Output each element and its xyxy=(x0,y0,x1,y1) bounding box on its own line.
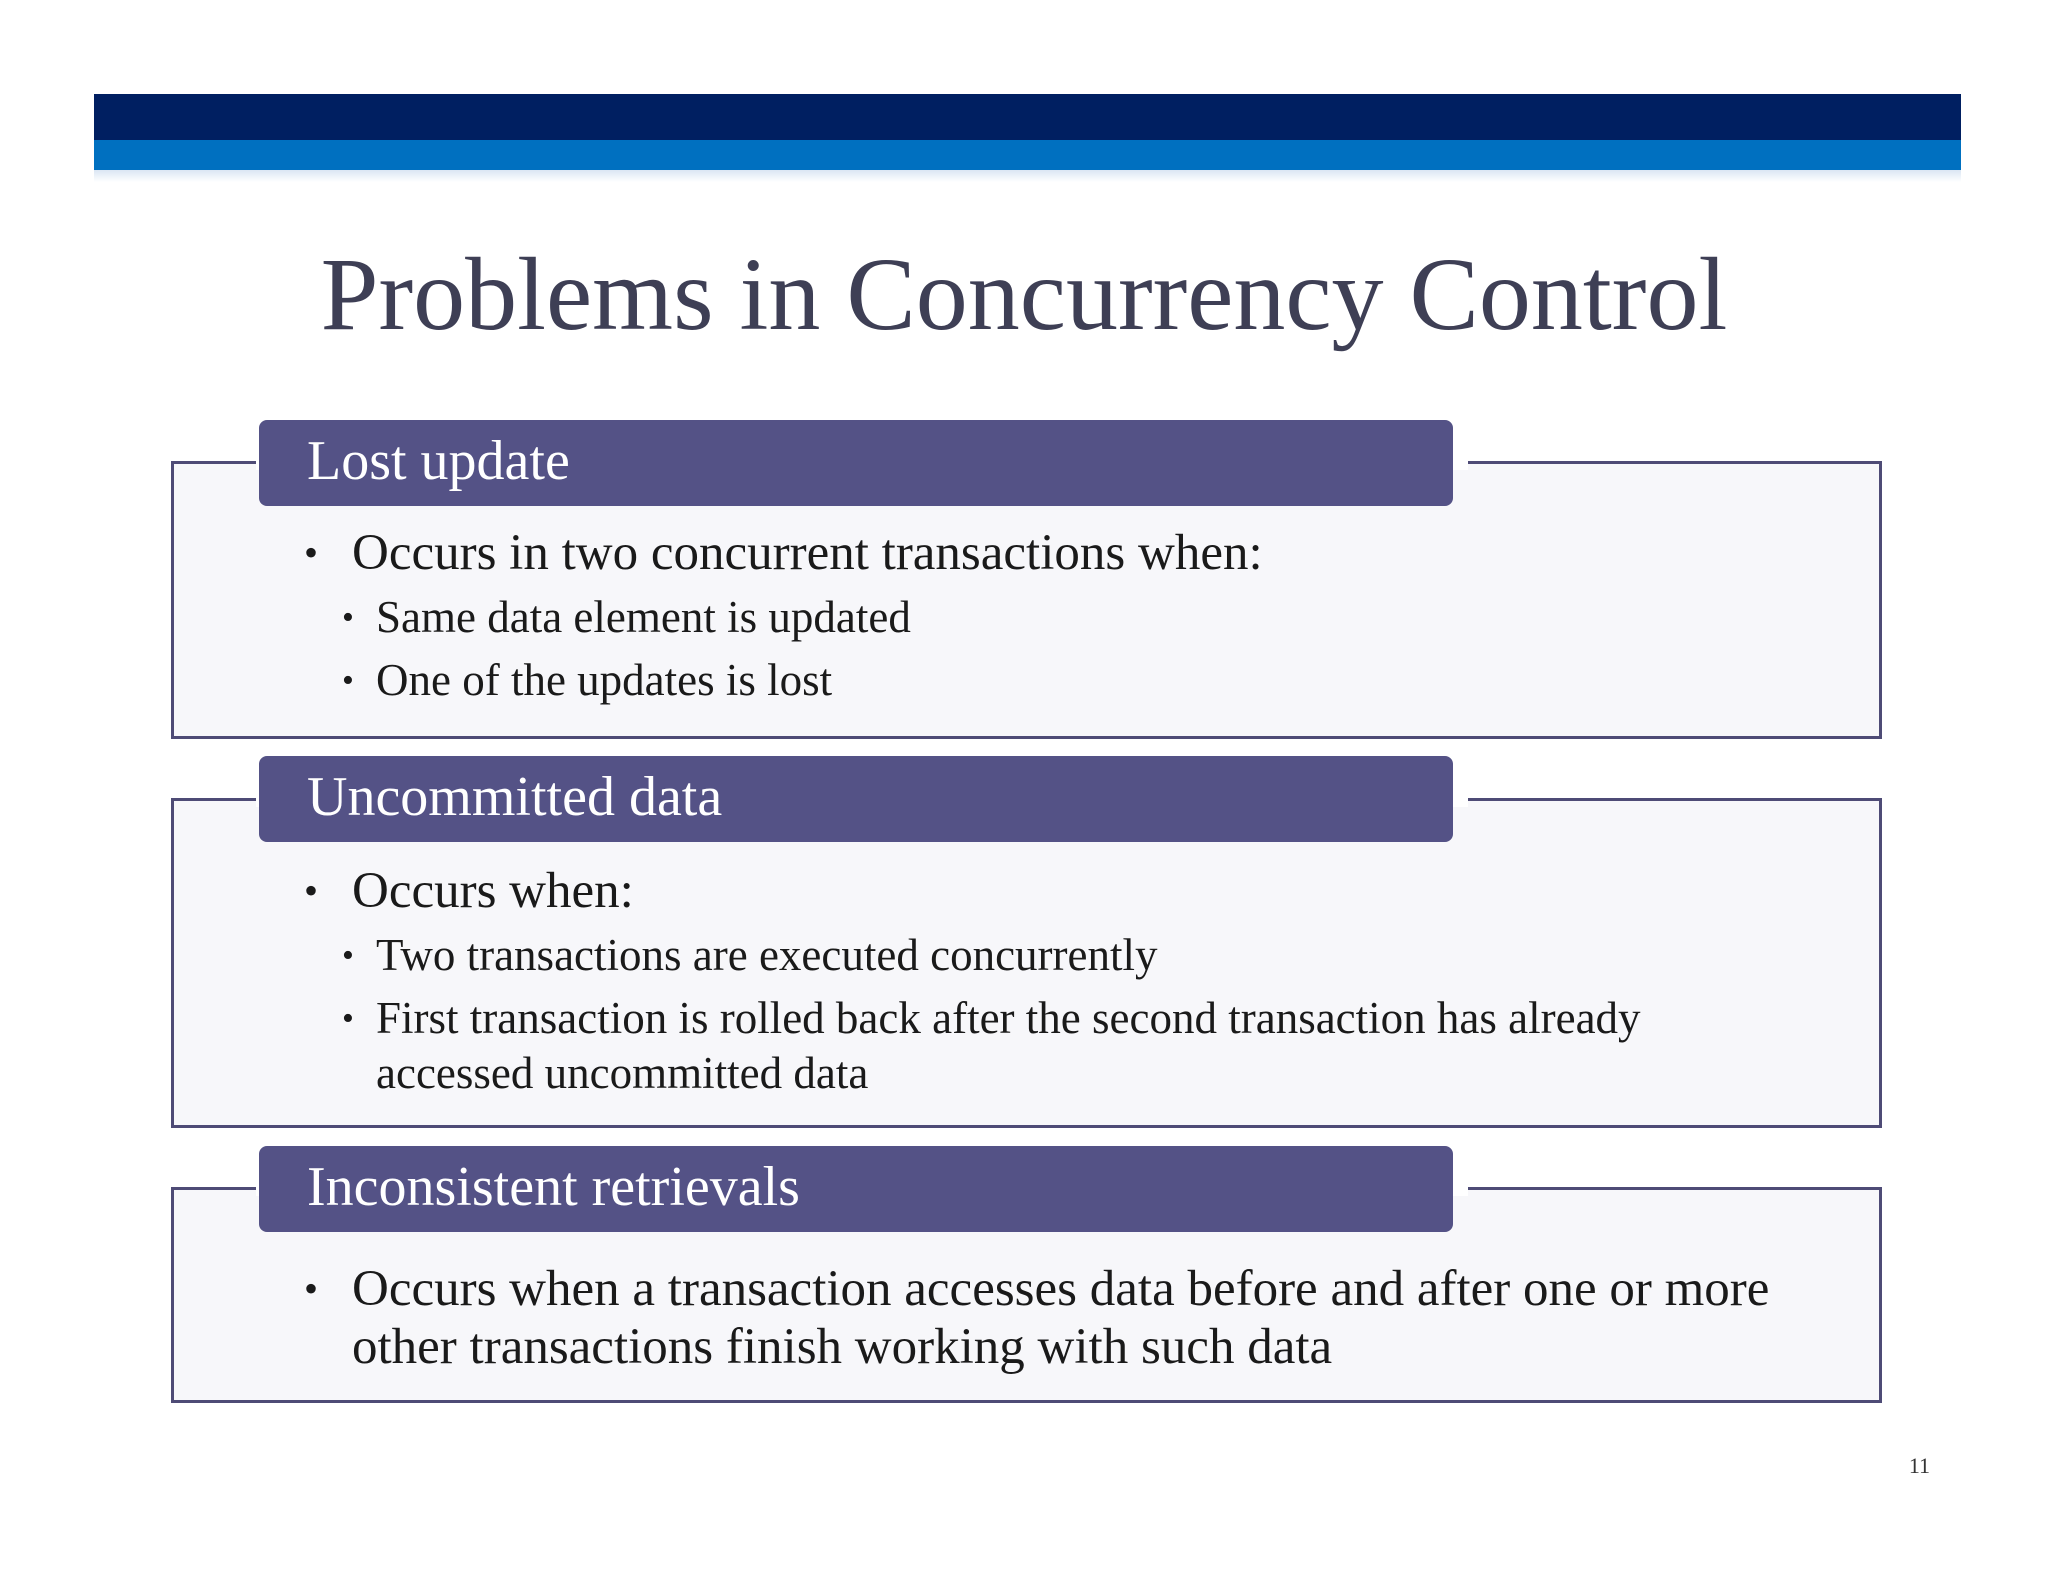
section-body-lost-update xyxy=(300,524,1780,708)
top-band-dark xyxy=(94,94,1961,140)
section-heading-inconsistent-retrievals: Inconsistent retrievals xyxy=(259,1146,1453,1232)
slide-title: Problems in Concurrency Control xyxy=(320,237,1728,352)
section-body-inconsistent-retrievals xyxy=(300,1260,1780,1376)
sub-bullet-item: • One of the updates is lost xyxy=(300,653,1780,708)
page-number: 11 xyxy=(1908,1453,1930,1478)
sub-bullet-item: • Two transactions are executed concurrently xyxy=(300,928,1780,983)
section-body-uncommitted-data xyxy=(300,862,1780,1101)
bullet-item: • Occurs in two concurrent transactions when: xyxy=(300,524,1780,582)
bullet-item: • Occurs when a transaction accesses data before and after one or more other transactions finish working with such data xyxy=(300,1260,1780,1376)
sub-bullet-item: • First transaction is rolled back after the second transaction has already accessed uncommitted data xyxy=(300,991,1780,1101)
section-heading-uncommitted-data: Uncommitted data xyxy=(259,756,1453,842)
sub-bullet-item: • Same data element is updated xyxy=(300,590,1780,645)
top-band-light xyxy=(94,140,1961,170)
bullet-item: • Occurs when: xyxy=(300,862,1780,920)
top-band-fade xyxy=(94,170,1961,182)
section-heading-lost-update: Lost update xyxy=(259,420,1453,506)
